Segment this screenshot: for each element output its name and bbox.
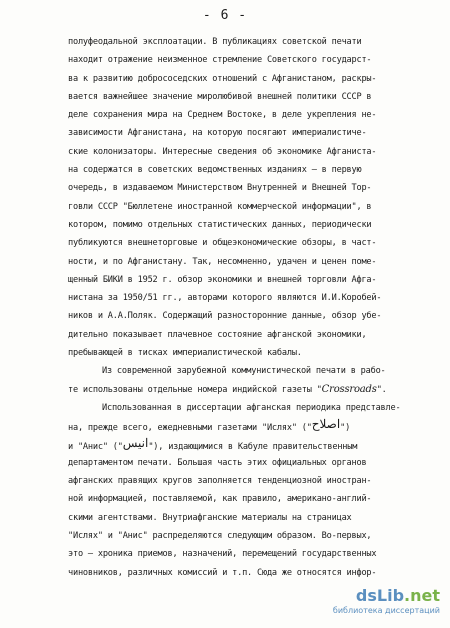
text-line: [68, 399, 408, 417]
text-line: [68, 509, 408, 527]
text-line-content: "Ислях" и "Анис" распределяются следующим образом. Во-первых,: [68, 531, 372, 542]
text-line-content: очередь, в издаваемом Министерством Внутренней и Внешней Тор-: [68, 183, 372, 194]
text-line: [68, 381, 408, 399]
text-line: [68, 143, 408, 161]
text-line-content: котором, помимо отдельных статистических данных, периодически: [68, 219, 372, 230]
text-line-content: департаментом печати. Большая часть этих официальных органов: [68, 457, 367, 468]
text-line-tail: "): [340, 423, 351, 434]
handwritten-insert: Crossroads: [321, 383, 377, 395]
text-line: [68, 106, 408, 124]
text-line: [68, 198, 408, 216]
arabic-handwritten-insert: اصلاح: [311, 417, 341, 432]
text-line: [68, 253, 408, 271]
text-line-content: на содержатся в советских ведомственных изданиях – в первую: [68, 165, 362, 176]
text-line: [68, 344, 408, 362]
text-line-content: деле сохранения мира на Среднем Востоке, в деле укрепления не-: [68, 110, 377, 121]
text-line-content: зависимости Афганистана, на которую посягают империалистиче-: [68, 128, 367, 139]
text-line: [68, 564, 408, 582]
text-line-content: вается важнейшее значение миролюбивой внешней политики СССР в: [68, 91, 372, 102]
page-number: - 6 -: [202, 8, 248, 23]
text-line: [68, 70, 408, 88]
text-line-content: дительно показывает плачевное состояние афганской экономики,: [68, 329, 367, 340]
text-line-tail: "), издающимися в Кабуле правительственным: [148, 441, 358, 452]
text-line: [68, 417, 408, 435]
text-line-content: это – хроника приемов, назначений, перемещений государственных: [68, 549, 377, 560]
text-line-content: ной информацией, поставляемой, как правило, американо-англий-: [68, 494, 372, 505]
text-line: [68, 271, 408, 289]
watermark-logo-main: dsLib: [355, 586, 405, 605]
text-line-content: щенный БИКИ в 1952 г. обзор экономики и внешней торговли Афга-: [68, 274, 377, 285]
text-line: [68, 124, 408, 142]
text-line: [68, 161, 408, 179]
watermark-logo-tld: .net: [404, 586, 440, 605]
watermark-subtitle: библиотека диссертаций: [332, 606, 440, 615]
arabic-handwritten-insert: انیس: [122, 435, 149, 450]
text-line: [68, 216, 408, 234]
text-line-tail: ".: [376, 384, 387, 395]
text-line: [68, 51, 408, 69]
text-line-content: публикуются внешнеторговые и общеэкономические обзоры, в част-: [68, 238, 377, 249]
text-line: [68, 234, 408, 252]
text-line: [68, 307, 408, 325]
text-line: [68, 33, 408, 51]
text-line-content: Использованная в диссертации афганская периодика представле-: [102, 402, 401, 413]
text-line-content: нистана за 1950/51 гг., авторами которого являются И.И.Коробей-: [68, 293, 382, 304]
text-line-content: ности, и по Афганистану. Так, несомненно, удачен и ценен поме-: [68, 256, 377, 267]
text-line-content: чиновников, различных комиссий и т.п. Сюда же относятся инфор-: [68, 567, 377, 578]
text-line: [68, 472, 408, 490]
text-line-content: на, прежде всего, ежедневными газетами "Ислях" (": [68, 423, 312, 434]
text-line: [68, 527, 408, 545]
text-line-content: те использованы отдельные номера индийской газеты ": [68, 384, 322, 395]
text-line-content: ва к развитию добрососедских отношений с Афганистаном, раскры-: [68, 73, 377, 84]
body-text: [68, 33, 408, 582]
text-line-content: афганских правящих кругов заполняется тенденциозной иностран-: [68, 476, 372, 487]
text-line-content: говли СССР "Бюллетене иностранной коммерческой информации", в: [68, 201, 372, 212]
text-line-content: скими агентствами. Внутриафганские материалы на страницах: [68, 512, 352, 523]
text-line-content: пребывающей в тисках империалистической кабалы.: [68, 348, 302, 359]
text-line-content: ников и А.А.Поляк. Содержащий разносторонние данные, обзор убе-: [68, 311, 382, 322]
text-line: [68, 88, 408, 106]
text-line: [68, 326, 408, 344]
text-line-content: находит отражение неизменное стремление Советского государст-: [68, 55, 372, 66]
text-line: [68, 436, 408, 454]
text-line: [68, 545, 408, 563]
text-line-content: ские колонизаторы. Интересные сведения об экономике Афганиста-: [68, 146, 377, 157]
text-line-content: и "Анис" (": [68, 441, 123, 452]
text-line: [68, 362, 408, 380]
text-line: [68, 490, 408, 508]
text-line: [68, 454, 408, 472]
text-line: [68, 289, 408, 307]
text-line: [68, 179, 408, 197]
text-line-content: полуфеодальной эксплоатации. В публикациях советской печати: [68, 37, 362, 47]
text-line-content: Из современной зарубежной коммунистической печати в рабо-: [102, 366, 386, 377]
watermark: [330, 586, 440, 622]
watermark-logo: [356, 586, 440, 605]
